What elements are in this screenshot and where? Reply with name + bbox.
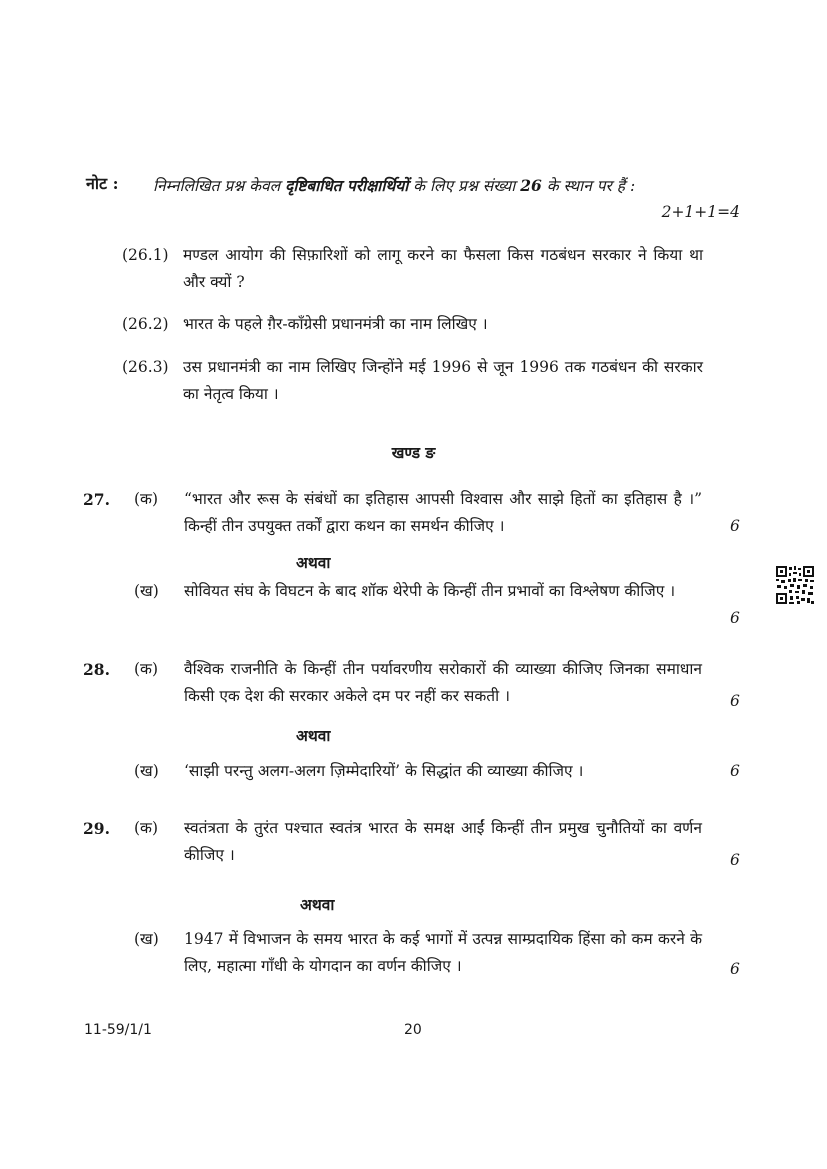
sub-question-number: (26.3)	[122, 358, 169, 376]
option-label: (ख)	[134, 762, 159, 780]
question-text: वैश्विक राजनीति के किन्हीं तीन पर्यावरणीय सरोकारों की व्याख्या कीजिए जिनका समाधान किसी एक देश की सरकार अकेले दम पर नहीं कर सकती ।	[184, 660, 702, 705]
sub-question-text: उस प्रधानमंत्री का नाम लिखिए जिन्होंने मई 1996 से जून 1996 तक गठबंधन की सरकार का नेतृत्व किया ।	[183, 358, 703, 403]
note-text	[153, 172, 705, 200]
question-marks: 6	[730, 960, 740, 978]
question-text: स्वतंत्रता के तुरंत पश्चात स्वतंत्र भारत के समक्ष आईं किन्हीं तीन प्रमुख चुनौतियों का वर्णन कीजिए ।	[184, 819, 702, 864]
or-label: अथवा	[296, 726, 331, 745]
question-marks: 6	[730, 692, 740, 710]
sub-question-number: (26.2)	[122, 315, 169, 333]
note-text-mid: के लिए प्रश्न संख्या	[408, 177, 521, 195]
note-label: नोट :	[86, 174, 119, 193]
or-label: अथवा	[300, 895, 335, 914]
note-marks: 2+1+1=4	[661, 203, 740, 221]
question-marks: 6	[730, 517, 740, 535]
note-text-bold: दृष्टिबाधित परीक्षार्थियों	[285, 176, 409, 195]
option-label: (क)	[134, 819, 158, 837]
page-number: 20	[404, 1022, 422, 1038]
paper-code: 11-59/1/1	[84, 1022, 152, 1038]
question-text: ‘साझी परन्तु अलग-अलग ज़िम्मेदारियों’ के सिद्धांत की व्याख्या कीजिए ।	[184, 762, 584, 780]
qr-code-icon	[775, 565, 815, 605]
note-text-before: निम्नलिखित प्रश्न केवल	[153, 177, 286, 195]
sub-question-text: भारत के पहले ग़ैर-काँग्रेसी प्रधानमंत्री का नाम लिखिए ।	[183, 315, 488, 333]
question-marks: 6	[730, 609, 740, 627]
question-number: 29.	[83, 819, 110, 838]
note-question-number: 26	[520, 176, 542, 195]
option-label: (क)	[134, 660, 158, 678]
question-number: 28.	[83, 660, 110, 679]
sub-question-number: (26.1)	[122, 246, 169, 264]
question-number: 27.	[83, 490, 110, 509]
question-text: “भारत और रूस के संबंधों का इतिहास आपसी विश्वास और साझे हितों का इतिहास है ।” किन्हीं तीन उपयुक्त तर्कों द्वारा कथन का समर्थन कीजिए ।	[184, 490, 702, 535]
question-text: 1947 में विभाजन के समय भारत के कई भागों में उत्पन्न साम्प्रदायिक हिंसा को कम करने के लिए, महात्मा गाँधी के योगदान का वर्णन कीजिए ।	[184, 930, 702, 975]
question-text: सोवियत संघ के विघटन के बाद शॉक थेरेपी के किन्हीं तीन प्रभावों का विश्लेषण कीजिए ।	[184, 582, 676, 600]
question-marks: 6	[730, 851, 740, 869]
option-label: (ख)	[134, 930, 159, 948]
section-heading: खण्ड ङ	[391, 443, 436, 462]
or-label: अथवा	[296, 553, 331, 572]
question-marks: 6	[730, 762, 740, 780]
option-label: (ख)	[134, 582, 159, 600]
option-label: (क)	[134, 490, 158, 508]
note-text-after: के स्थान पर हैं :	[541, 177, 636, 195]
sub-question-text: मण्डल आयोग की सिफ़ारिशों को लागू करने का फैसला किस गठबंधन सरकार ने किया था और क्यों ?	[183, 246, 703, 291]
